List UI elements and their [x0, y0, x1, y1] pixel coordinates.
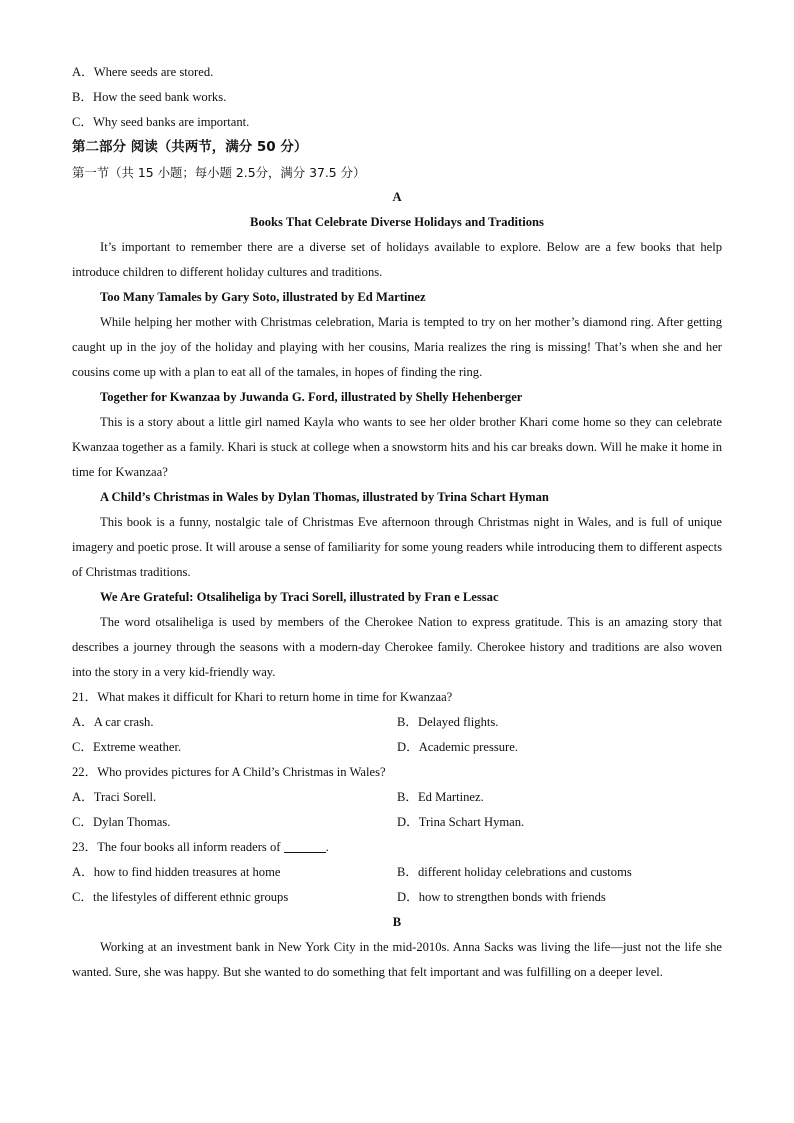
passage-a-label: A [392, 190, 402, 204]
prev-option-b: B．How the seed bank works. [72, 90, 227, 104]
passage-b-text: Working at an investment bank in New York City in the mid-2010s. Anna Sacks was living the life—just not the life she wanted. Sure, she was happy. But she wanted to do something that felt important and was fulfilling on a deeper level. [72, 940, 722, 979]
question-23-option-d[interactable]: D．how to strengthen bonds with friends [397, 890, 606, 904]
question-23-stem-end: . [325, 840, 329, 854]
question-22-option-a[interactable]: A．Traci Sorell. [72, 790, 157, 804]
question-21-option-d[interactable]: D．Academic pressure. [397, 740, 518, 754]
question-21-stem: 21．What makes it difficult for Khari to return home in time for Kwanzaa? [72, 690, 453, 704]
question-21-options-row-1 [72, 710, 722, 735]
question-22-options-row-1 [72, 785, 722, 810]
exam-page [72, 60, 722, 985]
question-22-option-c[interactable]: C．Dylan Thomas. [72, 815, 171, 829]
book-3-text: This book is a funny, nostalgic tale of Christmas Eve afternoon through Christmas night in Wales, and is full of unique imagery and poetic prose. It will arouse a sense of familiarity for some young readers while introducing them to different aspects of Christmas traditions. [72, 515, 722, 579]
book-3-heading: A Child’s Christmas in Wales by Dylan Thomas, illustrated by Trina Schart Hyman [100, 490, 549, 504]
passage-b-label: B [392, 915, 402, 929]
question-23-option-a[interactable]: A．how to find hidden treasures at home [72, 865, 281, 879]
question-21-options-row-2 [72, 735, 722, 760]
question-22-option-b[interactable]: B．Ed Martinez. [397, 790, 484, 804]
book-2-text: This is a story about a little girl named Kayla who wants to see her older brother Khari come home so they can celebrate Kwanzaa together as a family. Khari is stuck at college when a snowstorm hits and his car breaks down. Will he make it home in time for Kwanzaa? [72, 415, 722, 479]
book-4-heading: We Are Grateful: Otsaliheliga by Traci Sorell, illustrated by Fran e Lessac [100, 590, 499, 604]
answer-blank [284, 838, 326, 853]
section-heading: 第二部分 阅读（共两节，满分 50 分） [72, 139, 308, 155]
prev-option-a: A．Where seeds are stored. [72, 65, 214, 79]
book-4-text: The word otsaliheliga is used by members of the Cherokee Nation to express gratitude. This is an amazing story that describes a journey through the seasons with a modern-day Cherokee family. Cherokee history and traditions are also woven into the story in a very kid-friendly way. [72, 615, 722, 679]
question-21-option-c[interactable]: C．Extreme weather. [72, 740, 182, 754]
passage-a-intro: It’s important to remember there are a diverse set of holidays available to explore. Below are a few books that help introduce children to different holiday cultures and traditions. [72, 240, 722, 279]
question-22-stem: 22．Who provides pictures for A Child’s Christmas in Wales? [72, 765, 386, 779]
question-23-options-row-1 [72, 860, 722, 885]
prev-option-c: C．Why seed banks are important. [72, 115, 250, 129]
question-21-option-a[interactable]: A．A car crash. [72, 715, 154, 729]
question-23-stem: 23．The four books all inform readers of [72, 840, 281, 854]
question-22-option-d[interactable]: D．Trina Schart Hyman. [397, 815, 525, 829]
question-23-option-b[interactable]: B．different holiday celebrations and customs [397, 865, 632, 879]
book-1-text: While helping her mother with Christmas celebration, Maria is tempted to try on her mother’s diamond ring. After getting caught up in the joy of the holiday and playing with her cousins, Maria realizes the ring is missing! That’s when she and her cousins come up with a plan to eat all of the tamales, in hopes of finding the ring. [72, 315, 722, 379]
question-23-options-row-2 [72, 885, 722, 910]
question-21-option-b[interactable]: B．Delayed flights. [397, 715, 499, 729]
question-23-option-c[interactable]: C．the lifestyles of different ethnic groups [72, 890, 289, 904]
question-23-stem-line [72, 835, 722, 860]
subsection-heading: 第一节（共 15 小题；每小题 2.5分，满分 37.5 分） [72, 165, 366, 180]
question-22-options-row-2 [72, 810, 722, 835]
book-2-heading: Together for Kwanzaa by Juwanda G. Ford, illustrated by Shelly Hehenberger [100, 390, 523, 404]
book-1-heading: Too Many Tamales by Gary Soto, illustrated by Ed Martinez [100, 290, 426, 304]
passage-a-title: Books That Celebrate Diverse Holidays and Traditions [250, 215, 544, 229]
